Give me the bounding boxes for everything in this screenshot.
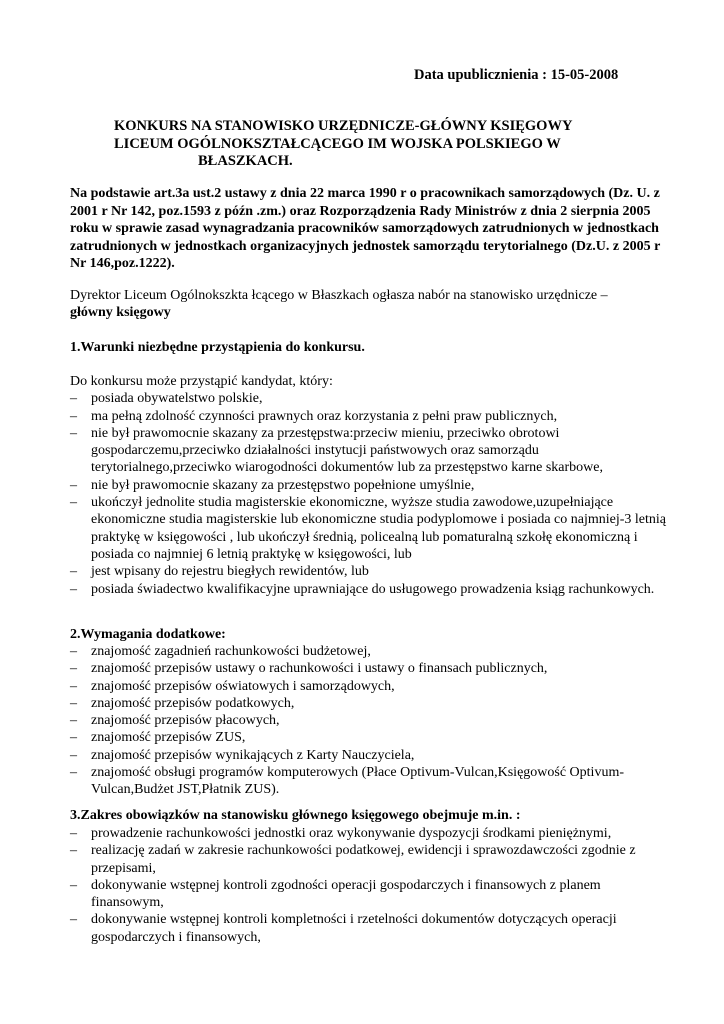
dash-bullet: – (70, 391, 77, 407)
dash-bullet: – (70, 644, 77, 659)
dash-bullet: – (70, 826, 77, 841)
dash-bullet: – (70, 713, 77, 729)
requirement-item-text: znajomość przepisów płacowych, (91, 713, 280, 729)
requirement-item (70, 729, 670, 746)
date-label: Data upublicznienia : (414, 67, 547, 83)
legal-basis-paragraph: Na podstawie art.3a ust.2 ustawy z dnia 22 marca 1990 r o pracownikach samorządowych (Dz. U. z 2001 r Nr 142, poz.1593 z późn .zm.) oraz Rozporządzenia Rady Ministrów z dnia 2 sierpnia 2005 roku w sprawie zasad wynagradzania pracowników samorządowych zatrudnionych w jednostkach zatrudnionych w jednostkach organizacyjnych jednostek samorządu terytorialnego (Dz.U. z 2005 r Nr 146,poz.1222). (70, 186, 661, 272)
condition-item (70, 425, 670, 477)
requirement-item-text: znajomość przepisów podatkowych, (91, 695, 295, 711)
intro-paragraph (70, 287, 670, 322)
title-line-1: KONKURS NA STANOWISKO URZĘDNICZE-GŁÓWNY KSIĘGOWY (114, 118, 573, 134)
requirement-item (70, 764, 670, 799)
dash-bullet: – (70, 695, 77, 711)
requirement-item-text: znajomość obsługi programów komputerowych (Płace Optivum-Vulcan,Księgowość Optivum-Vulcan,Budżet JST,Płatnik ZUS). (91, 765, 624, 798)
duty-item-text: dokonywanie wstępnej kontroli kompletności i rzetelności dokumentów dotyczących operacji gospodarczych i finansowych, (91, 912, 617, 945)
condition-item-text: ukończył jednolite studia magisterskie ekonomiczne, wyższe studia zawodowe,uzupełniające ekonomiczne studia magisterskie lub ekonomiczne studia podyplomowe i posiada co najmniej-3 letnią praktykę w księgowości , lub ukończył średnią, policealną lub pomaturalną szkołę ekonomiczną i posiada co najmniej 6 letnią praktykę w księgowości, lub (91, 495, 667, 562)
duty-item (70, 825, 670, 842)
requirement-item-text: znajomość przepisów oświatowych i samorządowych, (91, 678, 395, 694)
requirement-item-text: znajomość zagadnień rachunkowości budżetowej, (91, 644, 371, 659)
dash-bullet: – (70, 877, 77, 893)
condition-item-text: posiada obywatelstwo polskie, (91, 391, 263, 407)
dash-bullet: – (70, 765, 77, 781)
dash-bullet: – (70, 564, 77, 580)
section-3-heading: 3.Zakres obowiązków na stanowisku głównego księgowego obejmuje m.in. : (70, 808, 521, 823)
condition-item (70, 477, 670, 494)
conditions-lead: Do konkursu może przystąpić kandydat, który: (70, 374, 333, 389)
condition-item-text: nie był prawomocnie skazany za przestępstwa:przeciw mieniu, przeciwko obrotowi gospodarczemu,przeciwko działalności instytucji państwowych oraz samorządu terytorialnego,przeciwko wiarogodności dokumentów lub za przestępstwo karne skarbowe, (91, 425, 604, 476)
document-title (114, 118, 634, 171)
requirement-item (70, 660, 670, 677)
position-name: główny księgowy (70, 305, 171, 321)
section-2-heading: 2.Wymagania dodatkowe: (70, 627, 226, 642)
duties-list (70, 825, 670, 946)
requirements-list (70, 643, 670, 799)
condition-item (70, 581, 670, 598)
section-2-requirements (70, 643, 670, 799)
duty-item-text: prowadzenie rachunkowości jednostki oraz wykonywanie dyspozycji środkami pieniężnymi, (91, 826, 612, 841)
duty-item (70, 877, 670, 912)
condition-item (70, 494, 670, 563)
dash-bullet: – (70, 477, 77, 493)
dash-bullet: – (70, 843, 77, 859)
duty-item (70, 911, 670, 946)
condition-item-text: posiada świadectwo kwalifikacyjne uprawniające do usługowego prowadzenia ksiąg rachunkowych. (91, 581, 655, 597)
section-1-heading: 1.Warunki niezbędne przystąpienia do konkursu. (70, 340, 365, 355)
requirement-item-text: znajomość przepisów wynikających z Karty Nauczyciela, (91, 747, 415, 763)
dash-bullet: – (70, 408, 77, 424)
requirement-item (70, 643, 670, 660)
requirement-item (70, 712, 670, 729)
requirement-item (70, 678, 670, 695)
dash-bullet: – (70, 581, 77, 597)
conditions-list (70, 390, 670, 598)
section-3-duties (70, 825, 670, 946)
dash-bullet: – (70, 661, 77, 677)
requirement-item (70, 747, 670, 764)
duty-item-text: realizację zadań w zakresie rachunkowości podatkowej, ewidencji i sprawozdawczości zgodnie z przepisami, (91, 843, 636, 876)
condition-item-text: ma pełną zdolność czynności prawnych oraz korzystania z pełni praw publicznych, (91, 408, 558, 424)
section-1-conditions (70, 373, 670, 598)
date-value: 15-05-2008 (550, 67, 619, 83)
dash-bullet: – (70, 425, 77, 441)
dash-bullet: – (70, 495, 77, 511)
duty-item (70, 842, 670, 877)
intro-text: Dyrektor Liceum Ogólnokszkta łcącego w Błaszkach ogłasza nabór na stanowisko urzędnicze – (70, 288, 608, 303)
dash-bullet: – (70, 678, 77, 694)
condition-item-text: nie był prawomocnie skazany za przestępstwo popełnione umyślnie, (91, 477, 475, 493)
requirement-item (70, 695, 670, 712)
title-line-2: LICEUM OGÓLNOKSZTAŁCĄCEGO IM WOJSKA POLSKIEGO W (114, 135, 561, 152)
dash-bullet: – (70, 747, 77, 763)
publication-date (414, 67, 618, 84)
condition-item (70, 563, 670, 580)
condition-item (70, 390, 670, 407)
title-line-3: BŁASZKACH. (198, 153, 293, 169)
dash-bullet: – (70, 912, 77, 928)
dash-bullet: – (70, 730, 77, 746)
duty-item-text: dokonywanie wstępnej kontroli zgodności operacji gospodarczych i finansowych z planem finansowym, (91, 877, 601, 911)
requirement-item-text: znajomość przepisów ZUS, (91, 730, 246, 746)
condition-item (70, 408, 670, 425)
condition-item-text: jest wpisany do rejestru biegłych rewidentów, lub (91, 564, 369, 580)
requirement-item-text: znajomość przepisów ustawy o rachunkowości i ustawy o finansach publicznych, (91, 661, 548, 677)
